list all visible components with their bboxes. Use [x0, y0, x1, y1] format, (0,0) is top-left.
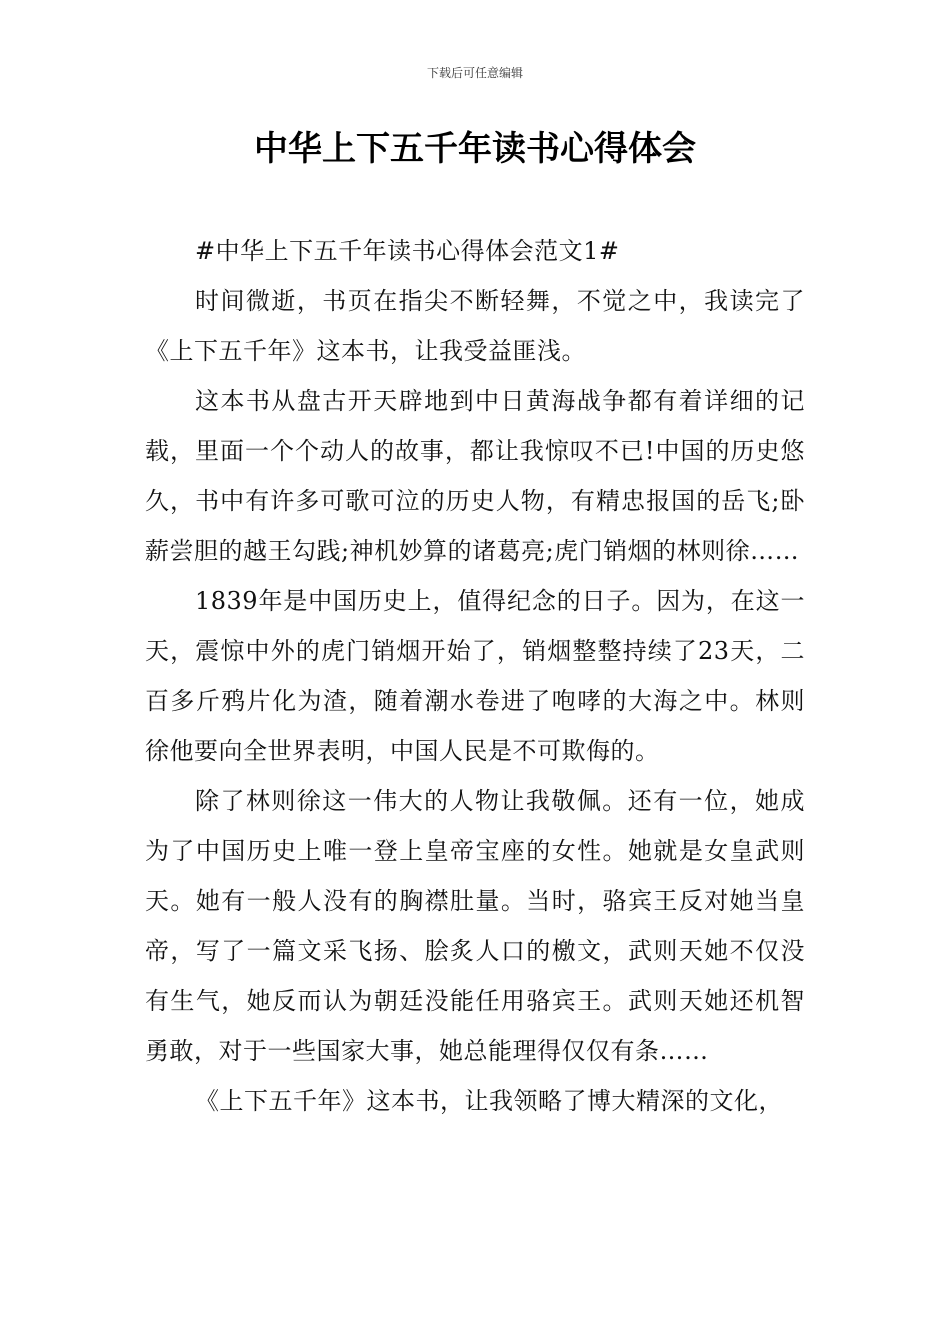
paragraph: 时间微逝，书页在指尖不断轻舞，不觉之中，我读完了《上下五千年》这本书，让我受益匪浅。 — [145, 287, 805, 365]
document-body — [145, 226, 805, 1126]
paragraph: 1839年是中国历史上，值得纪念的日子。因为，在这一天，震惊中外的虎门销烟开始了，销烟整整持续了23天，二百多斤鸦片化为渣，随着潮水卷进了咆哮的大海之中。林则徐他要向全世界表明，中国人民是不可欺侮的。 — [145, 587, 805, 765]
paragraph: 《上下五千年》这本书，让我领略了博大精深的文化， — [195, 1087, 783, 1115]
header-note: 下载后可任意编辑 — [426, 66, 523, 80]
paragraph: 除了林则徐这一伟大的人物让我敬佩。还有一位，她成为了中国历史上唯一登上皇帝宝座的女性。她就是女皇武则天。她有一般人没有的胸襟肚量。当时，骆宾王反对她当皇帝，写了一篇文采飞扬、脍炙人口的檄文，武则天她不仅没有生气，她反而认为朝廷没能任用骆宾王。武则天她还机智勇敢，对于一些国家大事，她总能理得仅仅有条…… — [145, 787, 805, 1065]
paragraph-subtitle: #中华上下五千年读书心得体会范文1# — [195, 237, 620, 265]
page-title: 中华上下五千年读书心得体会 — [254, 129, 696, 169]
paragraph: 这本书从盘古开天辟地到中日黄海战争都有着详细的记载，里面一个个动人的故事，都让我惊叹不已!中国的历史悠久，书中有许多可歌可泣的历史人物，有精忠报国的岳飞;卧薪尝胆的越王勾践;神机妙算的诸葛亮;虎门销烟的林则徐…… — [145, 387, 805, 565]
